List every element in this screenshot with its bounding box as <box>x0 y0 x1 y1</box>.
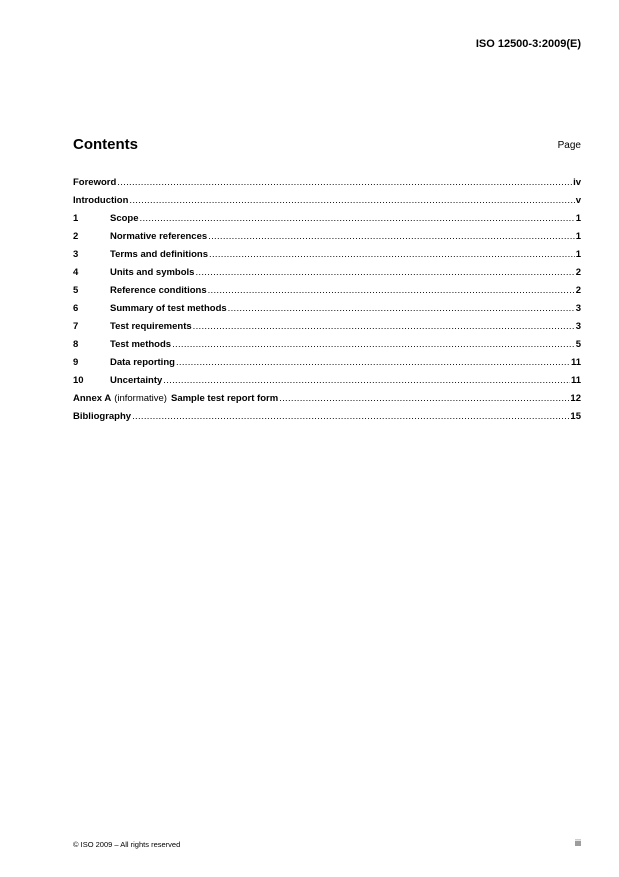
dot-leader <box>193 318 575 336</box>
toc-entry-number: 3 <box>73 249 79 260</box>
toc-entry-uncertainty[interactable] <box>73 372 581 390</box>
toc-entry-reference-conditions[interactable] <box>73 282 581 300</box>
toc-entry-introduction[interactable] <box>73 192 581 210</box>
table-of-contents <box>73 174 581 426</box>
toc-entry-number: 4 <box>73 267 79 278</box>
copyright-notice: © ISO 2009 – All rights reserved <box>73 840 181 849</box>
page-number: iii <box>575 838 581 848</box>
toc-entry-number: 10 <box>73 375 84 386</box>
toc-entry-page: v <box>575 195 581 206</box>
toc-entry-title: Normative references <box>110 231 208 242</box>
page-column-label: Page <box>557 140 581 151</box>
document-id: ISO 12500-3:2009(E) <box>475 38 581 50</box>
toc-entry-terms-and-definitions[interactable] <box>73 246 581 264</box>
toc-entry-data-reporting[interactable] <box>73 354 581 372</box>
toc-entry-title: Bibliography <box>73 411 132 422</box>
toc-entry-title: Scope <box>110 213 139 224</box>
annex-label: Annex A <box>73 393 112 404</box>
toc-entry-number: 1 <box>73 213 79 224</box>
toc-entry-page: 15 <box>570 411 581 422</box>
toc-entry-title: Units and symbols <box>110 267 195 278</box>
toc-entry-title: Data reporting <box>110 357 175 368</box>
toc-entry-page: 11 <box>570 357 581 368</box>
dot-leader <box>163 372 570 390</box>
toc-entry-title: Test requirements <box>110 321 192 332</box>
contents-heading: Contents <box>73 136 138 153</box>
dot-leader <box>195 264 574 282</box>
toc-entry-page: 2 <box>575 267 581 278</box>
toc-entry-number: 2 <box>73 231 79 242</box>
dot-leader <box>228 300 575 318</box>
dot-leader <box>208 228 575 246</box>
dot-leader <box>129 192 574 210</box>
toc-entry-number: 9 <box>73 357 79 368</box>
dot-leader <box>279 390 569 408</box>
toc-entry-number: 7 <box>73 321 79 332</box>
toc-entry-test-requirements[interactable] <box>73 318 581 336</box>
dot-leader <box>172 336 575 354</box>
dot-leader <box>117 174 572 192</box>
dot-leader <box>132 408 569 426</box>
annex-type: (informative) <box>114 393 167 404</box>
toc-entry-title: Introduction <box>73 195 129 206</box>
toc-entry-page: 1 <box>575 231 581 242</box>
toc-entry-test-methods[interactable] <box>73 336 581 354</box>
toc-entry-bibliography[interactable] <box>73 408 581 426</box>
toc-entry-title: Terms and definitions <box>110 249 209 260</box>
toc-entry-page: 11 <box>570 375 581 386</box>
toc-entry-page: iv <box>573 177 581 188</box>
toc-entry-summary-of-test-methods[interactable] <box>73 300 581 318</box>
toc-entry-foreword[interactable] <box>73 174 581 192</box>
toc-entry-page: 5 <box>575 339 581 350</box>
toc-entry-number: 8 <box>73 339 79 350</box>
toc-entry-title: Uncertainty <box>110 375 163 386</box>
toc-entry-title: Foreword <box>73 177 117 188</box>
dot-leader <box>176 354 570 372</box>
toc-entry-annex-a[interactable] <box>73 390 581 408</box>
toc-entry-page: 1 <box>575 213 581 224</box>
dot-leader <box>209 246 575 264</box>
toc-entry-title: Summary of test methods <box>110 303 227 314</box>
toc-entry-normative-references[interactable] <box>73 228 581 246</box>
toc-entry-scope[interactable] <box>73 210 581 228</box>
toc-entry-page: 1 <box>575 249 581 260</box>
toc-entry-title: Test methods <box>110 339 172 350</box>
toc-entry-units-and-symbols[interactable] <box>73 264 581 282</box>
toc-entry-page: 3 <box>575 321 581 332</box>
toc-entry-page: 3 <box>575 303 581 314</box>
toc-entry-number: 5 <box>73 285 79 296</box>
toc-entry-title: Reference conditions <box>110 285 207 296</box>
dot-leader <box>208 282 575 300</box>
annex-title: Sample test report form <box>170 393 279 404</box>
toc-entry-page: 12 <box>570 393 581 404</box>
toc-entry-page: 2 <box>575 285 581 296</box>
toc-entry-number: 6 <box>73 303 79 314</box>
dot-leader <box>140 210 575 228</box>
